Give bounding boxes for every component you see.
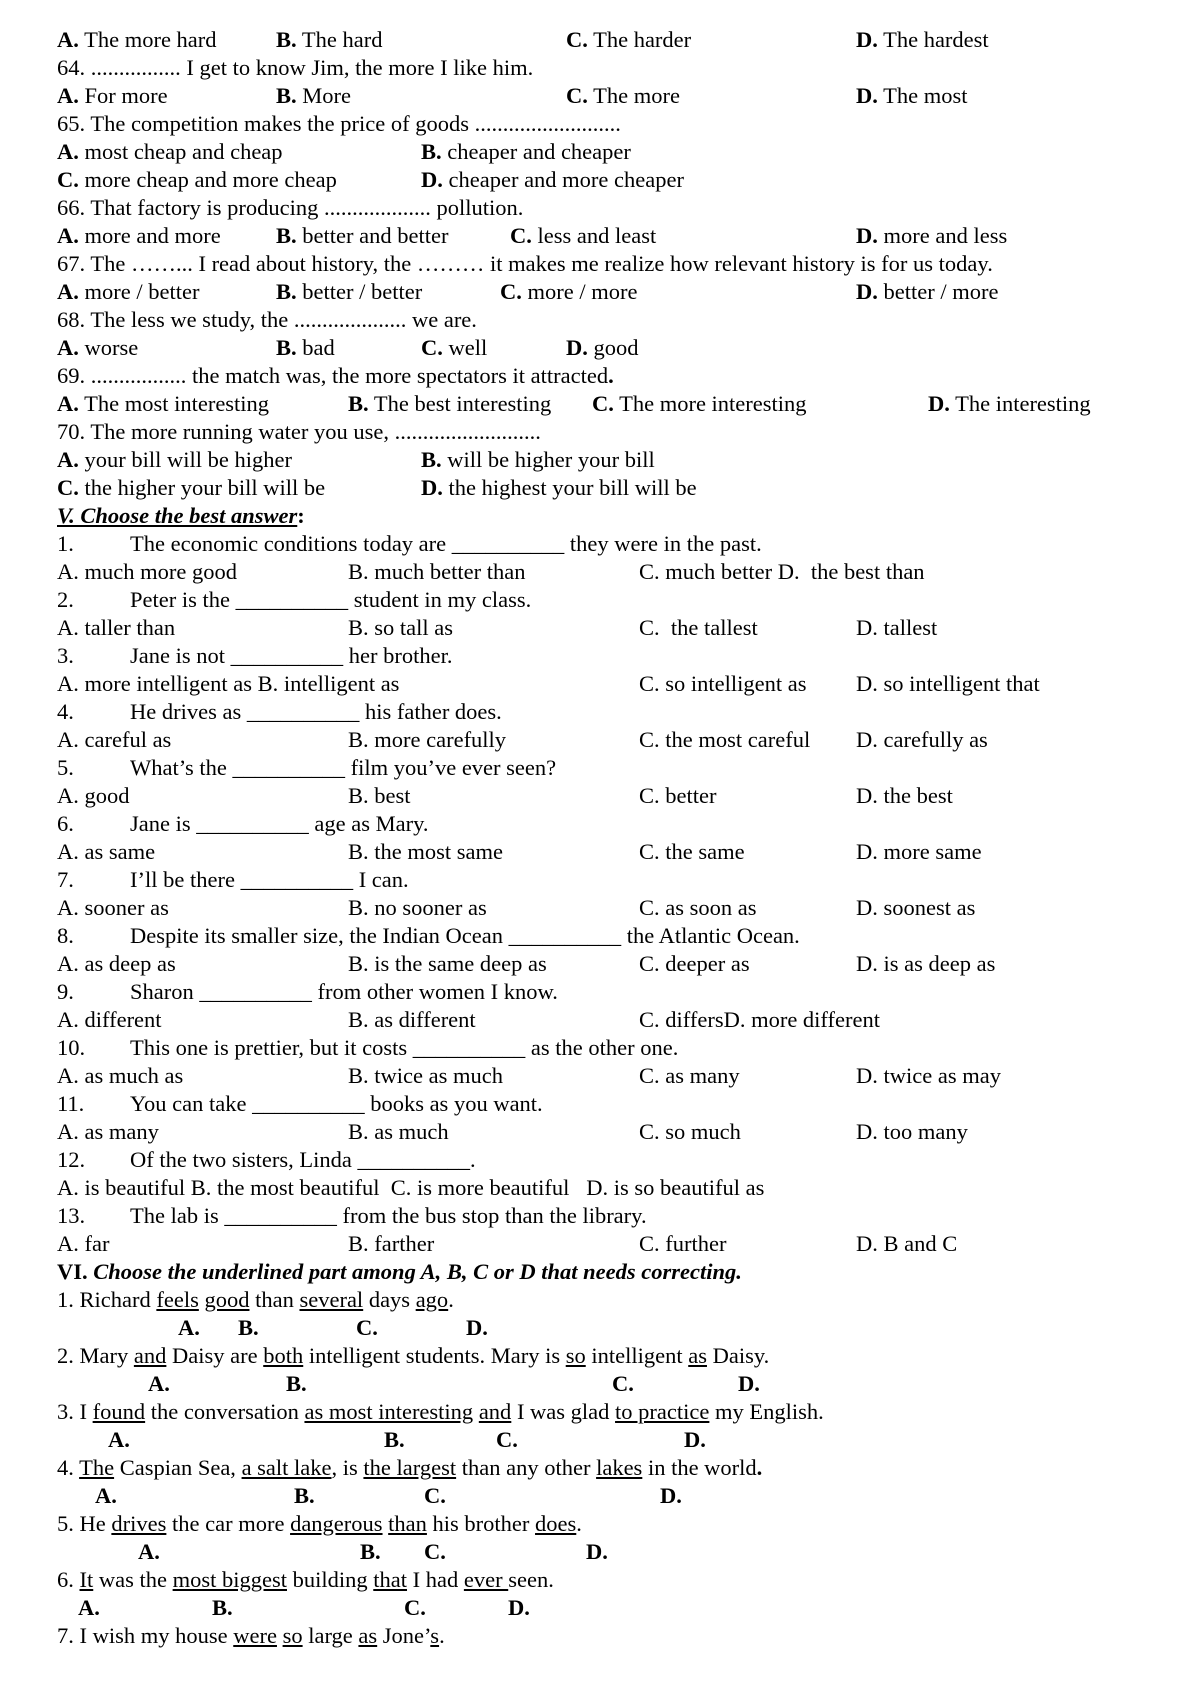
v-item-3-option-c: C. so intelligent as <box>639 671 807 696</box>
q65-option-d: D. cheaper and more cheaper <box>421 167 684 192</box>
vi-1-label-c: C. <box>356 1315 378 1340</box>
v-item-11-option-a: A. as many <box>57 1119 159 1144</box>
v-item-7-option-a: A. sooner as <box>57 895 169 920</box>
vi-6-label-c: C. <box>404 1595 426 1620</box>
v-item-8-option-c: C. deeper as <box>639 951 750 976</box>
vi-2-label-a: A. <box>148 1371 170 1396</box>
vi-1-label-a: A. <box>178 1315 200 1340</box>
v-item-9-option-a: A. different <box>57 1007 162 1032</box>
vi-5-label-a: A. <box>138 1539 160 1564</box>
v-item-8-number: 8. <box>57 923 74 948</box>
v-item-4-stem: He drives as __________ his father does. <box>130 699 502 724</box>
v-item-10-option-c: C. as many <box>639 1063 740 1088</box>
v-item-6-number: 6. <box>57 811 74 836</box>
v-item-13-stem: The lab is __________ from the bus stop than the library. <box>130 1203 647 1228</box>
q69-option-b: B. The best interesting <box>348 391 552 416</box>
section-v-title: V. Choose the best answer: <box>57 503 305 528</box>
vi-sentence-5: 5. He drives the car more dangerous than his brother does. <box>57 1511 582 1536</box>
v-item-4-option-d: D. carefully as <box>856 727 988 752</box>
v-item-1-number: 1. <box>57 531 74 556</box>
q65-option-b: B. cheaper and cheaper <box>421 139 631 164</box>
q65-option-a: A. most cheap and cheap <box>57 139 283 164</box>
q66-option-a: A. more and more <box>57 223 221 248</box>
vi-5-label-d: D. <box>586 1539 608 1564</box>
q64-option-d: D. The most <box>856 83 968 108</box>
vi-3-label-c: C. <box>496 1427 518 1452</box>
vi-5-label-c: C. <box>424 1539 446 1564</box>
v-item-13-option-c: C. further <box>639 1231 727 1256</box>
v-item-13-option-b: B. farther <box>348 1231 435 1256</box>
q66-option-b: B. better and better <box>276 223 449 248</box>
v-item-9-number: 9. <box>57 979 74 1004</box>
section-vi-title: VI. Choose the underlined part among A, B, C or D that needs correcting. <box>57 1259 742 1284</box>
v-item-6-option-b: B. the most same <box>348 839 503 864</box>
vi-4-label-d: D. <box>660 1483 682 1508</box>
v-item-2-option-a: A. taller than <box>57 615 176 640</box>
v-item-5-number: 5. <box>57 755 74 780</box>
q65-stem: 65. The competition makes the price of goods .......................... <box>57 111 621 136</box>
v-item-6-option-a: A. as same <box>57 839 156 864</box>
v-item-12-options: A. is beautiful B. the most beautiful C. is more beautiful D. is so beautiful as <box>57 1175 765 1200</box>
vi-sentence-6: 6. It was the most biggest building that I had ever seen. <box>57 1567 554 1592</box>
vi-6-label-a: A. <box>78 1595 100 1620</box>
vi-sentence-2: 2. Mary and Daisy are both intelligent students. Mary is so intelligent as Daisy. <box>57 1343 770 1368</box>
vi-4-label-b: B. <box>294 1483 315 1508</box>
v-item-8-option-a: A. as deep as <box>57 951 176 976</box>
v-item-4-option-b: B. more carefully <box>348 727 507 752</box>
v-item-2-stem: Peter is the __________ student in my class. <box>130 587 532 612</box>
q70-option-d: D. the highest your bill will be <box>421 475 697 500</box>
v-item-9-option-b: B. as different <box>348 1007 476 1032</box>
vi-5-label-b: B. <box>360 1539 381 1564</box>
v-item-4-number: 4. <box>57 699 74 724</box>
vi-4-label-a: A. <box>95 1483 117 1508</box>
v-item-10-option-d: D. twice as may <box>856 1063 1001 1088</box>
vi-1-label-d: D. <box>466 1315 488 1340</box>
v-item-6-option-d: D. more same <box>856 839 982 864</box>
q65-option-c: C. more cheap and more cheap <box>57 167 337 192</box>
q68-stem: 68. The less we study, the .................... we are. <box>57 307 477 332</box>
v-item-2-option-c: C. the tallest <box>639 615 758 640</box>
v-item-7-option-c: C. as soon as <box>639 895 757 920</box>
vi-3-label-a: A. <box>108 1427 130 1452</box>
v-item-1-option-cd: C. much better D. the best than <box>639 559 925 584</box>
q67-stem: 67. The ……... I read about history, the ……… it makes me realize how relevant history is for us today. <box>57 251 993 276</box>
q68-option-a: A. worse <box>57 335 139 360</box>
v-item-13-option-d: D. B and C <box>856 1231 958 1256</box>
v-item-1-stem: The economic conditions today are __________ they were in the past. <box>130 531 762 556</box>
v-item-13-option-a: A. far <box>57 1231 110 1256</box>
v-item-7-option-b: B. no sooner as <box>348 895 487 920</box>
v-item-12-stem: Of the two sisters, Linda __________. <box>130 1147 476 1172</box>
vi-sentence-3: 3. I found the conversation as most interesting and I was glad to practice my English. <box>57 1399 824 1424</box>
v-item-11-option-b: B. as much <box>348 1119 449 1144</box>
q68-option-b: B. bad <box>276 335 335 360</box>
q67-option-a: A. more / better <box>57 279 200 304</box>
v-item-2-option-b: B. so tall as <box>348 615 453 640</box>
q69-option-a: A. The most interesting <box>57 391 270 416</box>
v-item-9-stem: Sharon __________ from other women I know. <box>130 979 558 1004</box>
vi-sentence-7: 7. I wish my house were so large as Jone’s. <box>57 1623 445 1648</box>
q64-stem: 64. ................ I get to know Jim, the more I like him. <box>57 55 534 80</box>
v-item-6-option-c: C. the same <box>639 839 745 864</box>
v-item-5-option-d: D. the best <box>856 783 953 808</box>
q67-option-d: D. better / more <box>856 279 999 304</box>
v-item-5-option-a: A. good <box>57 783 130 808</box>
v-item-11-stem: You can take __________ books as you want. <box>130 1091 543 1116</box>
vi-6-label-d: D. <box>508 1595 530 1620</box>
q66-option-c: C. less and least <box>510 223 657 248</box>
q64-option-b: B. More <box>276 83 352 108</box>
q70-option-a: A. your bill will be higher <box>57 447 292 472</box>
v-item-9-option-cd: C. differsD. more different <box>639 1007 880 1032</box>
v-item-8-stem: Despite its smaller size, the Indian Ocean __________ the Atlantic Ocean. <box>130 923 800 948</box>
vi-6-label-b: B. <box>212 1595 233 1620</box>
vi-1-label-b: B. <box>238 1315 259 1340</box>
v-item-11-option-d: D. too many <box>856 1119 968 1144</box>
q67-option-c: C. more / more <box>500 279 638 304</box>
v-item-10-number: 10. <box>57 1035 86 1060</box>
q64-option-c: C. The more <box>566 83 680 108</box>
v-item-8-option-d: D. is as deep as <box>856 951 996 976</box>
v-item-8-option-b: B. is the same deep as <box>348 951 547 976</box>
v-item-4-option-c: C. the most careful <box>639 727 811 752</box>
vi-sentence-1: 1. Richard feels good than several days ago. <box>57 1287 454 1312</box>
v-item-11-option-c: C. so much <box>639 1119 741 1144</box>
v-item-6-stem: Jane is __________ age as Mary. <box>130 811 429 836</box>
q69-stem: 69. ................. the match was, the more spectators it attracted. <box>57 363 614 388</box>
v-item-11-number: 11. <box>57 1091 85 1116</box>
vi-3-label-d: D. <box>684 1427 706 1452</box>
q63-option-a: A. The more hard <box>57 27 217 52</box>
q68-option-d: D. good <box>566 335 639 360</box>
v-item-3-number: 3. <box>57 643 74 668</box>
v-item-3-stem: Jane is not __________ her brother. <box>130 643 453 668</box>
q66-stem: 66. That factory is producing ................... pollution. <box>57 195 524 220</box>
v-item-4-option-a: A. careful as <box>57 727 172 752</box>
v-item-1-option-a: A. much more good <box>57 559 237 584</box>
v-item-10-option-a: A. as much as <box>57 1063 184 1088</box>
vi-sentence-4: 4. The Caspian Sea, a salt lake, is the largest than any other lakes in the world. <box>57 1455 763 1480</box>
v-item-3-option-d: D. so intelligent that <box>856 671 1040 696</box>
q67-option-b: B. better / better <box>276 279 423 304</box>
q69-option-c: C. The more interesting <box>592 391 807 416</box>
v-item-12-number: 12. <box>57 1147 86 1172</box>
v-item-7-number: 7. <box>57 867 74 892</box>
vi-2-label-b: B. <box>286 1371 307 1396</box>
v-item-5-option-c: C. better <box>639 783 717 808</box>
v-item-2-number: 2. <box>57 587 74 612</box>
q68-option-c: C. well <box>421 335 488 360</box>
v-item-10-stem: This one is prettier, but it costs __________ as the other one. <box>130 1035 679 1060</box>
q63-option-c: C. The harder <box>566 27 692 52</box>
v-item-7-stem: I’ll be there __________ I can. <box>130 867 409 892</box>
q66-option-d: D. more and less <box>856 223 1008 248</box>
vi-2-label-d: D. <box>738 1371 760 1396</box>
q64-option-a: A. For more <box>57 83 168 108</box>
v-item-5-stem: What’s the __________ film you’ve ever seen? <box>130 755 557 780</box>
q70-option-c: C. the higher your bill will be <box>57 475 326 500</box>
v-item-2-option-d: D. tallest <box>856 615 938 640</box>
q70-option-b: B. will be higher your bill <box>421 447 655 472</box>
q70-stem: 70. The more running water you use, .......................... <box>57 419 541 444</box>
vi-3-label-b: B. <box>384 1427 405 1452</box>
vi-4-label-c: C. <box>424 1483 446 1508</box>
v-item-5-option-b: B. best <box>348 783 411 808</box>
v-item-7-option-d: D. soonest as <box>856 895 976 920</box>
q63-option-d: D. The hardest <box>856 27 989 52</box>
q63-option-b: B. The hard <box>276 27 383 52</box>
v-item-1-option-b: B. much better than <box>348 559 526 584</box>
q69-option-d: D. The interesting <box>928 391 1091 416</box>
v-item-10-option-b: B. twice as much <box>348 1063 503 1088</box>
v-item-3-option-ab: A. more intelligent as B. intelligent as <box>57 671 400 696</box>
v-item-13-number: 13. <box>57 1203 86 1228</box>
vi-2-label-c: C. <box>612 1371 634 1396</box>
